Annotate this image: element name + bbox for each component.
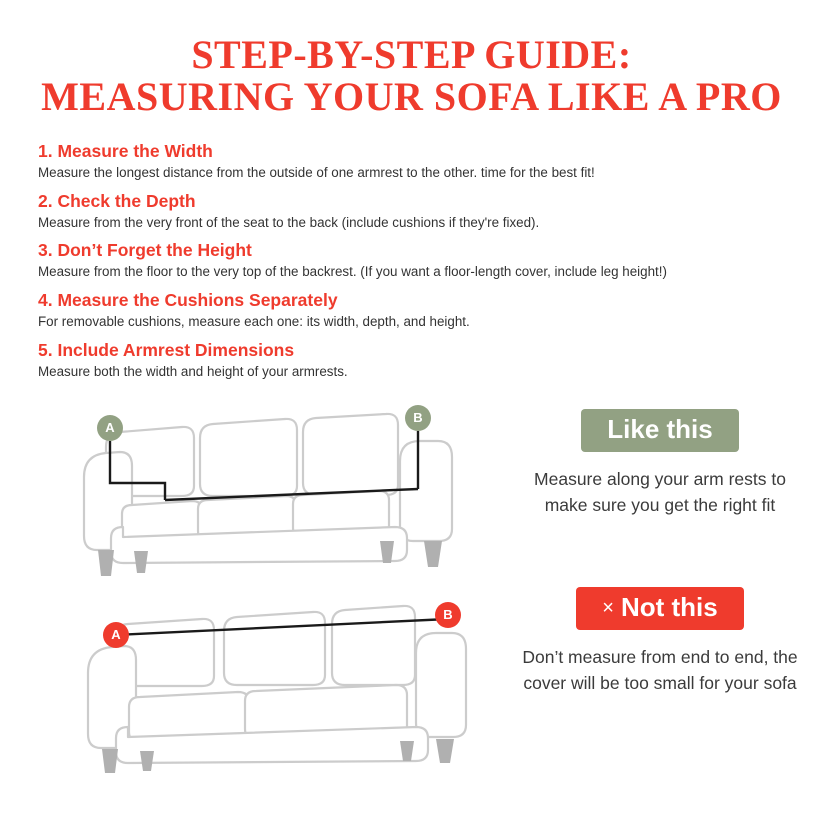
step-title: 3. Don’t Forget the Height	[38, 240, 252, 261]
step-item	[38, 290, 789, 331]
steps-list	[0, 141, 823, 381]
sofa-illustration-incorrect	[28, 589, 498, 779]
not-this-label: Not this	[620, 591, 718, 622]
illustration-area	[0, 391, 823, 781]
step-description: For removable cushions, measure each one: its width, depth, and height.	[38, 314, 470, 330]
step-item	[38, 240, 789, 281]
like-this-tag: Like this	[581, 409, 738, 452]
step-item	[38, 191, 789, 232]
step-description: Measure both the width and height of your armrests.	[38, 363, 348, 379]
callout-not-this	[520, 587, 800, 697]
step-item	[38, 340, 789, 381]
not-this-tag	[576, 587, 743, 630]
title-line-1: STEP-BY-STEP GUIDE:	[191, 32, 632, 77]
badge-b-correct: B	[405, 405, 431, 431]
badge-b-incorrect: B	[435, 602, 461, 628]
step-description: Measure the longest distance from the outside of one armrest to the other. time for the best fit!	[38, 164, 595, 180]
step-description: Measure from the floor to the very top of the backrest. (If you want a floor-length cover, include leg height!)	[38, 264, 667, 280]
badge-a-correct: A	[97, 415, 123, 441]
badge-a-incorrect: A	[103, 622, 129, 648]
step-description: Measure from the very front of the seat to the back (include cushions if they're fixed).	[38, 214, 540, 230]
callout-like-this	[520, 409, 800, 519]
not-this-text: Don’t measure from end to end, the cover will be too small for your sofa	[522, 646, 798, 694]
page-title	[0, 0, 823, 119]
sofa-diagram-incorrect-svg	[28, 589, 498, 774]
close-icon: ×	[602, 596, 614, 619]
title-line-2: MEASURING YOUR SOFA LIKE A PRO	[41, 74, 782, 120]
step-title: 2. Check the Depth	[38, 190, 196, 211]
step-title: 5. Include Armrest Dimensions	[38, 339, 295, 360]
like-this-text: Measure along your arm rests to make sure you get the right fit	[534, 468, 786, 516]
step-title: 1. Measure the Width	[38, 140, 213, 161]
step-title: 4. Measure the Cushions Separately	[38, 290, 338, 311]
sofa-illustration-correct	[28, 395, 498, 585]
step-item	[38, 141, 789, 182]
